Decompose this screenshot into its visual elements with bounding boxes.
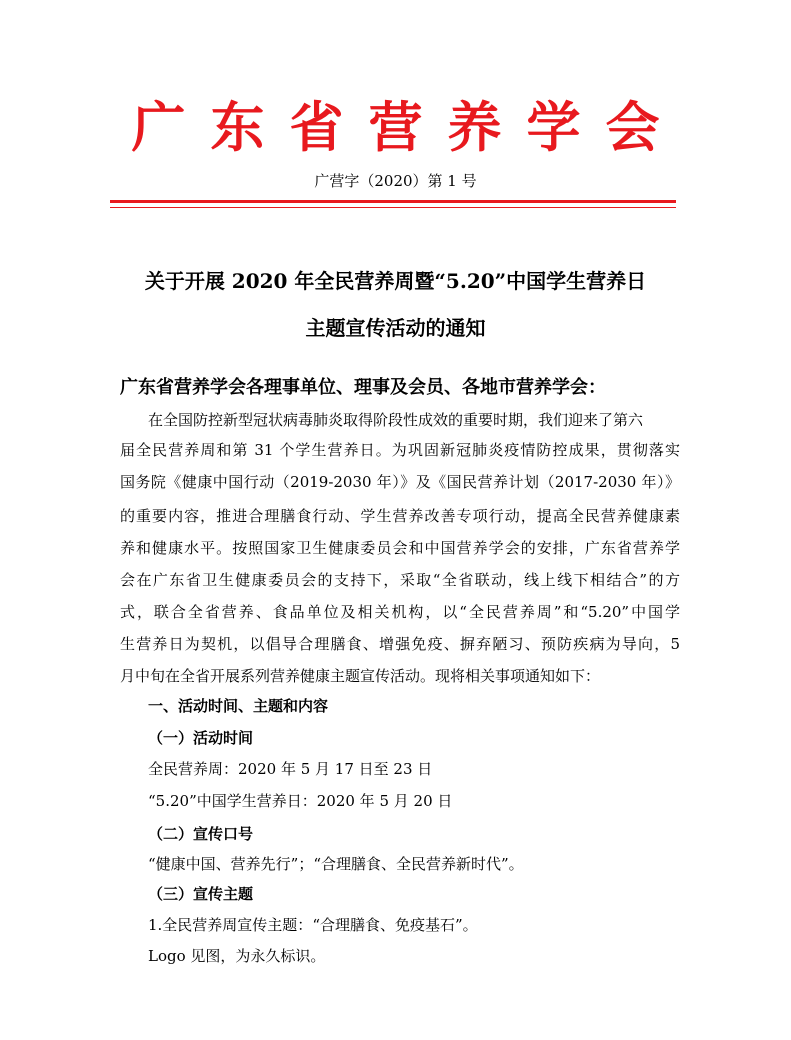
subsection-heading: （一）活动时间: [148, 729, 254, 747]
document-number: 广营字（2020）第 1 号: [314, 172, 477, 190]
slogan-line: “健康中国、营养先行”；“合理膳食、全民营养新时代”。: [148, 855, 524, 873]
activity-date-line: “5.20”中国学生营养日：2020 年 5 月 20 日: [148, 792, 453, 810]
body-line: 在全国防控新型冠状病毒肺炎取得阶段性成效的重要时期，我们迎来了第六: [148, 411, 644, 429]
body-line: 生营养日为契机，以倡导合理膳食、增强免疫、摒弃陋习、预防疾病为导向，5: [120, 635, 680, 653]
document-title-line-1: 关于开展 2020 年全民营养周暨“5.20”中国学生营养日: [144, 269, 647, 293]
body-line: 会在广东省卫生健康委员会的支持下，采取“全省联动，线上线下相结合”的方: [120, 571, 680, 589]
red-divider-thick: [110, 200, 676, 203]
section-heading: 一、活动时间、主题和内容: [148, 697, 329, 715]
logo-note: Logo 见图，为永久标识。: [148, 947, 326, 965]
body-line: 届全民营养周和第 31 个学生营养日。为巩固新冠肺炎疫情防控成果，贯彻落实: [120, 441, 680, 459]
subsection-heading: （三）宣传主题: [148, 885, 254, 903]
body-line: 养和健康水平。按照国家卫生健康委员会和中国营养学会的安排，广东省营养学: [120, 539, 680, 557]
body-line: 国务院《健康中国行动（2019-2030 年）》及《国民营养计划（2017-2030 年）》: [120, 473, 680, 491]
red-divider-thin: [110, 207, 676, 208]
activity-date-line: 全民营养周：2020 年 5 月 17 日至 23 日: [148, 760, 433, 778]
body-line: 的重要内容，推进合理膳食行动、学生营养改善专项行动，提高全民营养健康素: [120, 507, 680, 525]
salutation: 广东省营养学会各理事单位、理事及会员、各地市营养学会：: [120, 377, 606, 398]
organization-name: 广东省营养学会: [131, 96, 685, 159]
theme-line: 1.全民营养周宣传主题：“合理膳食、免疫基石”。: [148, 916, 478, 934]
body-line: 月中旬在全省开展系列营养健康主题宣传活动。现将相关事项通知如下：: [120, 667, 601, 685]
body-line: 式，联合全省营养、食品单位及相关机构，以“全民营养周”和“5.20”中国学: [120, 603, 680, 621]
subsection-heading: （二）宣传口号: [148, 825, 254, 843]
document-title-line-2: 主题宣传活动的通知: [305, 316, 486, 340]
